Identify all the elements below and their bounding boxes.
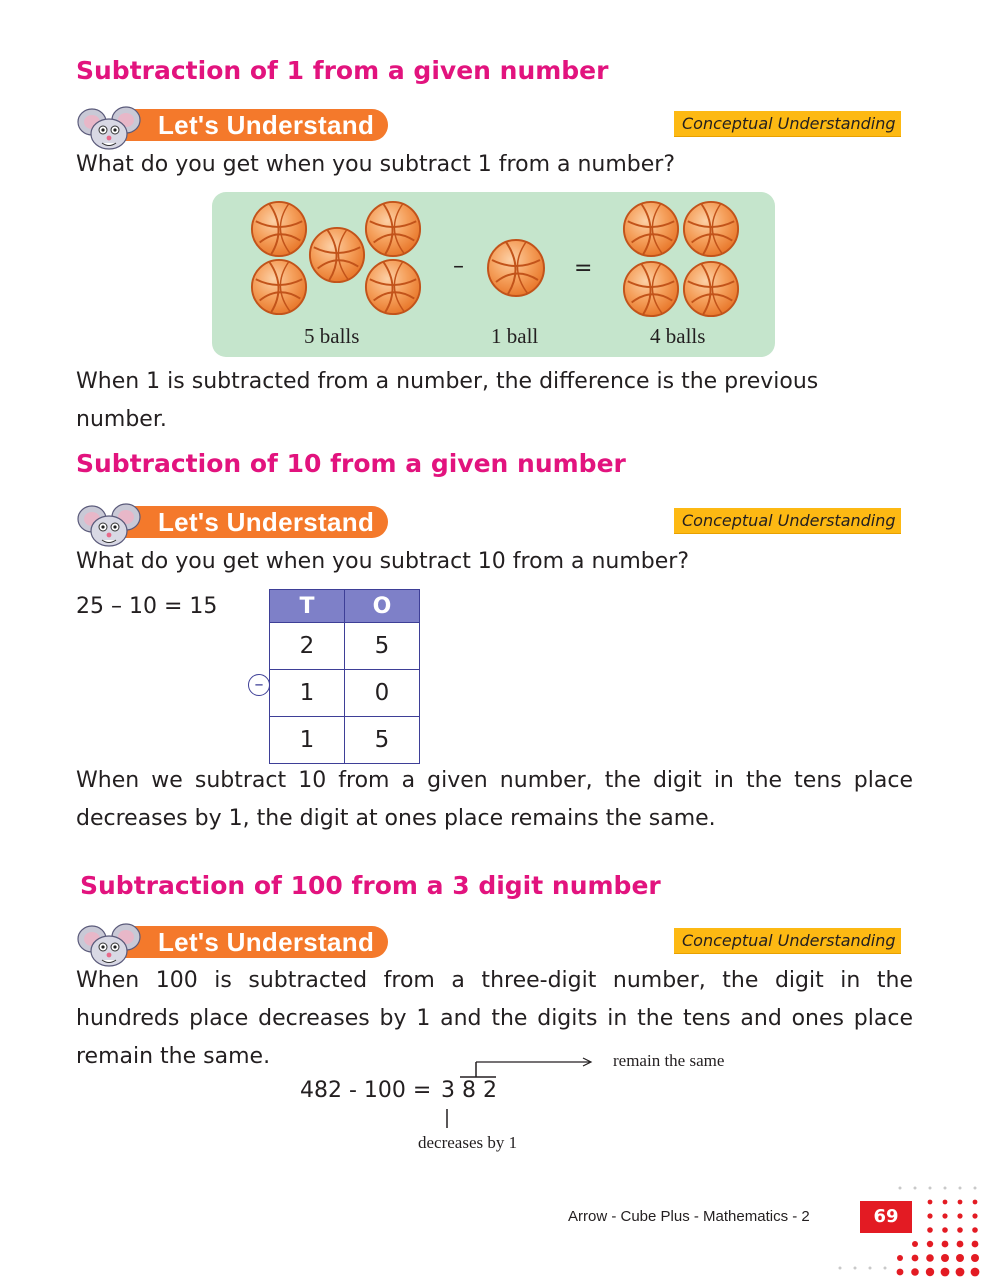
conceptual-understanding-tag: Conceptual Understanding xyxy=(674,508,901,534)
section3-banner xyxy=(76,923,396,959)
ball-subtraction-panel xyxy=(212,192,775,357)
table-cell: 0 xyxy=(345,670,420,717)
one-ball-label: 1 ball xyxy=(491,324,539,348)
section1-question: What do you get when you subtract 1 from a number? xyxy=(76,152,676,177)
section2-question: What do you get when you subtract 10 from a number? xyxy=(76,549,690,574)
page-number: 69 xyxy=(860,1201,912,1233)
book-title-footer: Arrow - Cube Plus - Mathematics - 2 xyxy=(568,1208,810,1225)
hundreds-digit: 3 xyxy=(441,1078,455,1103)
conceptual-understanding-tag: Conceptual Understanding xyxy=(674,928,901,954)
five-balls-label: 5 balls xyxy=(304,324,360,348)
section2-equation: 25 – 10 = 15 xyxy=(76,594,218,619)
table-cell: 1 xyxy=(270,670,345,717)
conceptual-understanding-tag: Conceptual Understanding xyxy=(674,111,901,137)
mouse-mascot-icon xyxy=(76,106,146,150)
section1-banner xyxy=(76,106,396,142)
lets-understand-label: Let's Understand xyxy=(120,506,388,538)
ones-header: O xyxy=(345,590,420,623)
ball-icon xyxy=(622,200,680,258)
table-cell: 1 xyxy=(270,717,345,764)
section1-heading: Subtraction of 1 from a given number xyxy=(76,56,609,85)
table-cell: 5 xyxy=(345,717,420,764)
tens-header: T xyxy=(270,590,345,623)
section2-banner xyxy=(76,503,396,539)
ball-icon xyxy=(250,258,308,316)
ball-icon xyxy=(308,226,366,284)
ball-icon xyxy=(682,200,740,258)
minus-circle-icon: – xyxy=(248,674,270,696)
remain-same-note: remain the same xyxy=(613,1051,725,1070)
minus-sign: – xyxy=(453,254,464,279)
ball-icon xyxy=(364,258,422,316)
table-cell: 2 xyxy=(270,623,345,670)
section1-conclusion: When 1 is subtracted from a number, the difference is the previous number. xyxy=(76,369,819,432)
decreases-note: decreases by 1 xyxy=(418,1133,518,1152)
equals-sign: = xyxy=(574,256,593,281)
tens-digit: 8 xyxy=(462,1078,476,1103)
section3-equation: 482 - 100 = xyxy=(300,1078,432,1103)
ball-icon xyxy=(364,200,422,258)
section2-heading: Subtraction of 10 from a given number xyxy=(76,449,626,478)
section2-conclusion: When we subtract 10 from a given number, the digit in the tens place decreases by 1, the digit at ones place remains the same. xyxy=(76,768,913,831)
mouse-mascot-icon xyxy=(76,923,146,967)
tens-ones-table xyxy=(269,589,420,764)
ball-icon xyxy=(682,260,740,318)
lets-understand-label: Let's Understand xyxy=(120,926,388,958)
section3-heading: Subtraction of 100 from a 3 digit number xyxy=(80,871,661,900)
table-cell: 5 xyxy=(345,623,420,670)
lets-understand-label: Let's Understand xyxy=(120,109,388,141)
ball-icon xyxy=(486,238,546,298)
ones-digit: 2 xyxy=(483,1078,497,1103)
ball-icon xyxy=(250,200,308,258)
ball-icon xyxy=(622,260,680,318)
mouse-mascot-icon xyxy=(76,503,146,547)
four-balls-label: 4 balls xyxy=(650,324,706,348)
section3-text: When 100 is subtracted from a three-digit number, the digit in the hundreds place decreases by 1 and the digits in the tens and ones place remain the same. xyxy=(76,968,913,1069)
